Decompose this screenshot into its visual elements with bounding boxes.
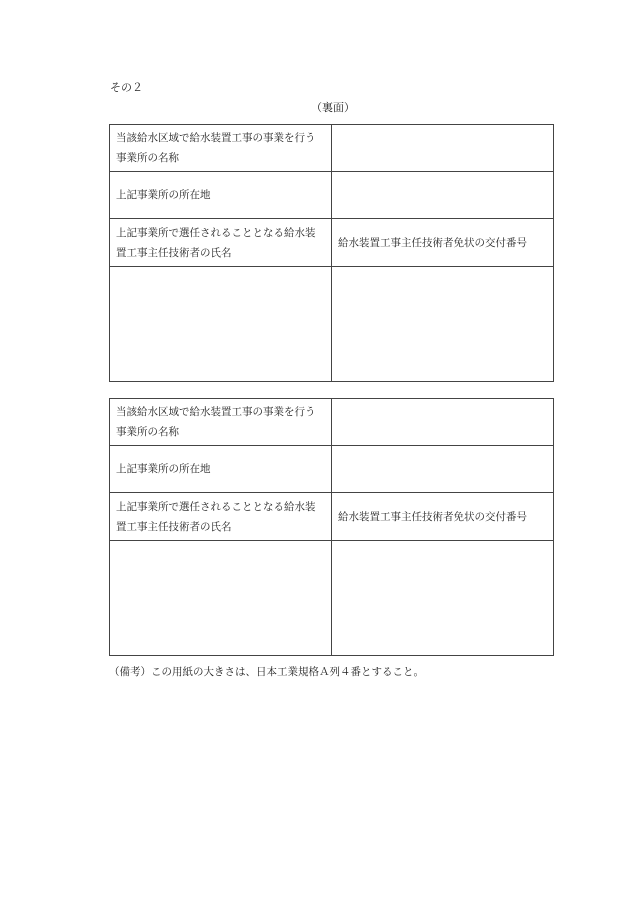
- table-row: [110, 267, 554, 382]
- license-number-label: 給水装置工事主任技術者免状の交付番号: [332, 493, 554, 541]
- chief-engineer-name-label: 上記事業所で選任されることとなる給水装置工事主任技術者の氏名: [110, 493, 332, 541]
- table-row: [110, 493, 554, 541]
- chief-engineer-name-field[interactable]: [110, 267, 332, 382]
- address-field[interactable]: [332, 172, 554, 219]
- form-table-1: [109, 124, 554, 382]
- address-label: 上記事業所の所在地: [110, 446, 332, 493]
- side-label: （裏面）: [311, 101, 355, 114]
- table-row: [110, 125, 554, 172]
- license-number-label: 給水装置工事主任技術者免状の交付番号: [332, 219, 554, 267]
- address-field[interactable]: [332, 446, 554, 493]
- license-number-field[interactable]: [332, 541, 554, 656]
- table-row: [110, 172, 554, 219]
- chief-engineer-name-field[interactable]: [110, 541, 332, 656]
- chief-engineer-name-label: 上記事業所で選任されることとなる給水装置工事主任技術者の氏名: [110, 219, 332, 267]
- business-name-label: 当該給水区域で給水装置工事の事業を行う事業所の名称: [110, 125, 332, 172]
- business-name-label: 当該給水区域で給水装置工事の事業を行う事業所の名称: [110, 399, 332, 446]
- license-number-field[interactable]: [332, 267, 554, 382]
- form-table-2: [109, 398, 554, 656]
- page-label: その２: [110, 81, 143, 94]
- table-row: [110, 219, 554, 267]
- table-row: [110, 446, 554, 493]
- address-label: 上記事業所の所在地: [110, 172, 332, 219]
- remark-note: （備考）この用紙の大きさは、日本工業規格Ａ列４番とすること。: [109, 666, 424, 678]
- table-row: [110, 399, 554, 446]
- business-name-field[interactable]: [332, 125, 554, 172]
- business-name-field[interactable]: [332, 399, 554, 446]
- table-row: [110, 541, 554, 656]
